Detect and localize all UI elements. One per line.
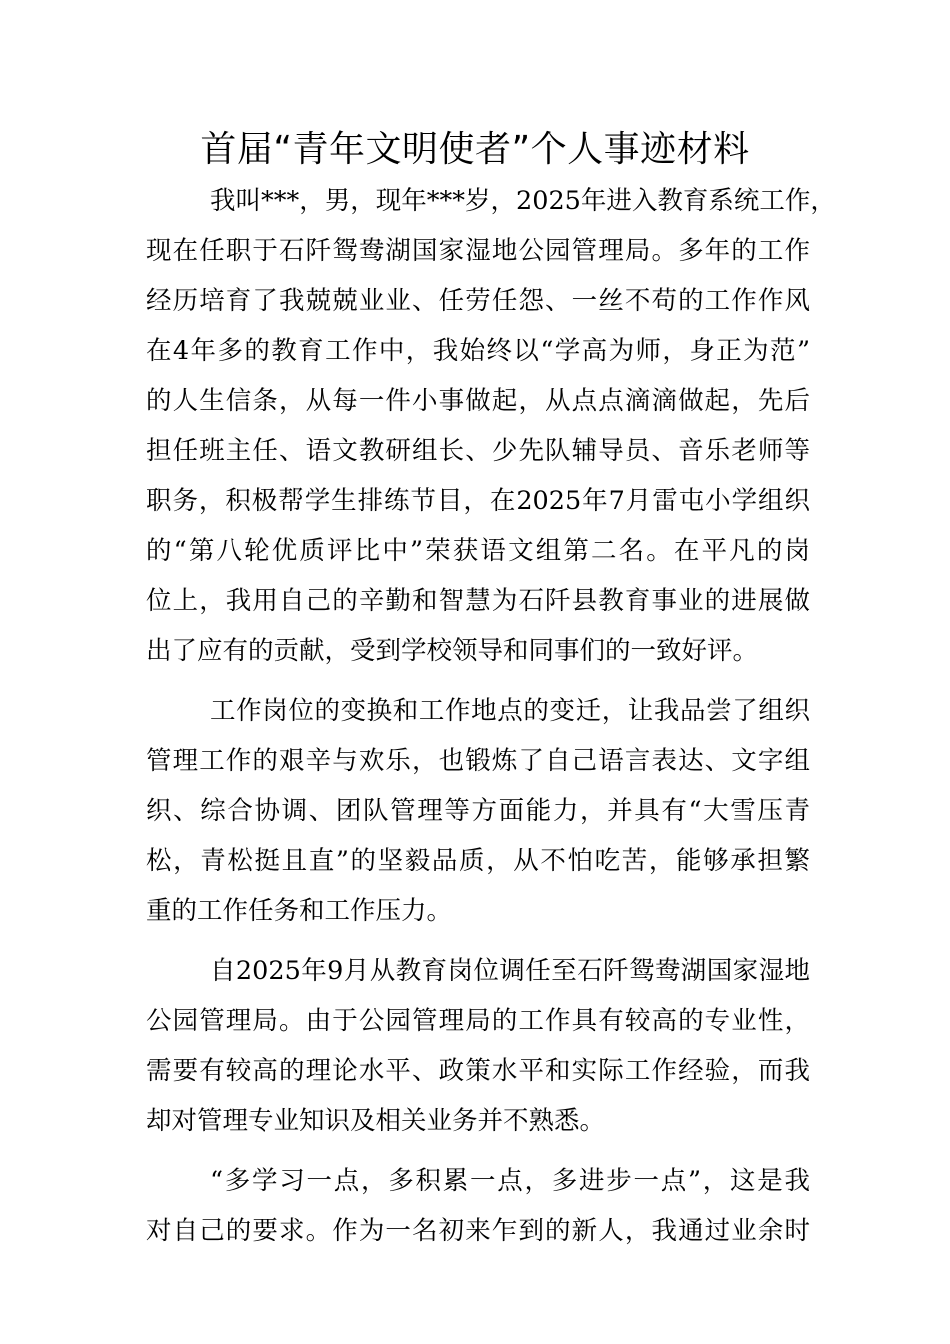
paragraph-line: 的“第八轮优质评比中”荣获语文组第二名。在平凡的岗	[146, 536, 810, 566]
paragraph-line: 需要有较高的理论水平、政策水平和实际工作经验，而我	[146, 1056, 810, 1086]
paragraph-line: 担任班主任、语文教研组长、少先队辅导员、音乐老师等	[146, 436, 810, 466]
paragraph-4	[146, 1156, 810, 1256]
document-body	[146, 176, 836, 1256]
paragraph-line: 职务，积极帮学生排练节目，在2025年7月雷屯小学组织	[146, 486, 810, 516]
paragraph-line: 现在任职于石阡鸳鸯湖国家湿地公园管理局。多年的工作	[146, 236, 810, 266]
paragraph-line: 我叫***，男，现年***岁，2025年进入教育系统工作，	[210, 186, 836, 216]
paragraph-line: 松，青松挺且直”的坚毅品质，从不怕吃苦，能够承担繁	[146, 846, 810, 876]
paragraph-line: “多学习一点，多积累一点，多进步一点”，这是我	[210, 1166, 810, 1196]
paragraph-line: 却对管理专业知识及相关业务并不熟悉。	[146, 1106, 606, 1136]
paragraph-3	[146, 946, 810, 1146]
paragraph-line: 对自己的要求。作为一名初来乍到的新人，我通过业余时	[146, 1216, 810, 1246]
paragraph-line: 经历培育了我兢兢业业、任劳任怨、一丝不苟的工作作风	[146, 286, 810, 316]
paragraph-line: 位上，我用自己的辛勤和智慧为石阡县教育事业的进展做	[146, 586, 810, 616]
paragraph-line: 重的工作任务和工作压力。	[146, 896, 453, 926]
paragraph-line: 在4年多的教育工作中，我始终以“学高为师，身正为范”	[146, 336, 810, 366]
paragraph-1	[146, 176, 836, 676]
paragraph-line: 公园管理局。由于公园管理局的工作具有较高的专业性，	[146, 1006, 810, 1036]
paragraph-line: 管理工作的艰辛与欢乐，也锻炼了自己语言表达、文字组	[146, 746, 810, 776]
paragraph-line: 织、综合协调、团队管理等方面能力，并具有“大雪压青	[146, 796, 810, 826]
paragraph-line: 出了应有的贡献，受到学校领导和同事们的一致好评。	[146, 636, 759, 666]
paragraph-2	[146, 686, 810, 936]
paragraph-line: 工作岗位的变换和工作地点的变迁，让我品尝了组织	[210, 696, 810, 726]
paragraph-line: 自2025年9月从教育岗位调任至石阡鸳鸯湖国家湿地	[210, 956, 810, 986]
paragraph-line: 的人生信条，从每一件小事做起，从点点滴滴做起，先后	[146, 386, 810, 416]
document-title: 首届“青年文明使者”个人事迹材料	[200, 129, 750, 170]
